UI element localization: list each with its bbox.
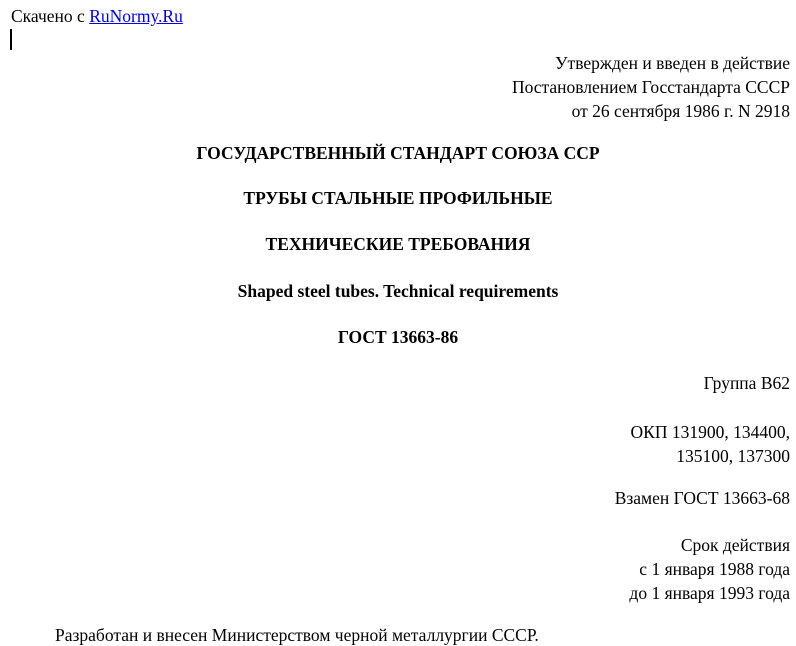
approval-line: Утвержден и введен в действие — [555, 53, 790, 73]
okp-codes — [631, 420, 790, 468]
okp-line: 135100, 137300 — [676, 446, 790, 466]
validity-label: Срок действия — [680, 535, 790, 555]
source-prefix: Скачено с — [11, 6, 90, 26]
document-title: ТРУБЫ СТАЛЬНЫЕ ПРОФИЛЬНЫЕ — [243, 188, 553, 208]
standard-type-heading: ГОСУДАРСТВЕННЫЙ СТАНДАРТ СОЮЗА ССР — [196, 143, 600, 163]
okp-line: ОКП 131900, 134400, — [630, 422, 790, 442]
developed-by-paragraph: Разработан и внесен Министерством черной металлургии СССР. — [55, 625, 539, 645]
english-title: Shaped steel tubes. Technical requirements — [237, 281, 559, 301]
approval-block — [512, 51, 790, 123]
validity-to: до 1 января 1993 года — [629, 583, 790, 603]
group-code: Группа В62 — [703, 373, 790, 393]
source-link[interactable]: RuNormy.Ru — [89, 6, 183, 26]
approval-line: от 26 сентября 1986 г. N 2918 — [571, 101, 790, 121]
approval-line: Постановлением Госстандарта СССР — [511, 77, 790, 97]
standard-designation: ГОСТ 13663-86 — [337, 327, 459, 347]
source-line — [11, 6, 183, 27]
text-cursor — [10, 29, 12, 50]
document-subtitle: ТЕХНИЧЕСКИЕ ТРЕБОВАНИЯ — [265, 234, 531, 254]
validity-period — [629, 533, 790, 605]
validity-from: с 1 января 1988 года — [639, 559, 790, 579]
replaces-standard: Взамен ГОСТ 13663-68 — [614, 488, 790, 508]
